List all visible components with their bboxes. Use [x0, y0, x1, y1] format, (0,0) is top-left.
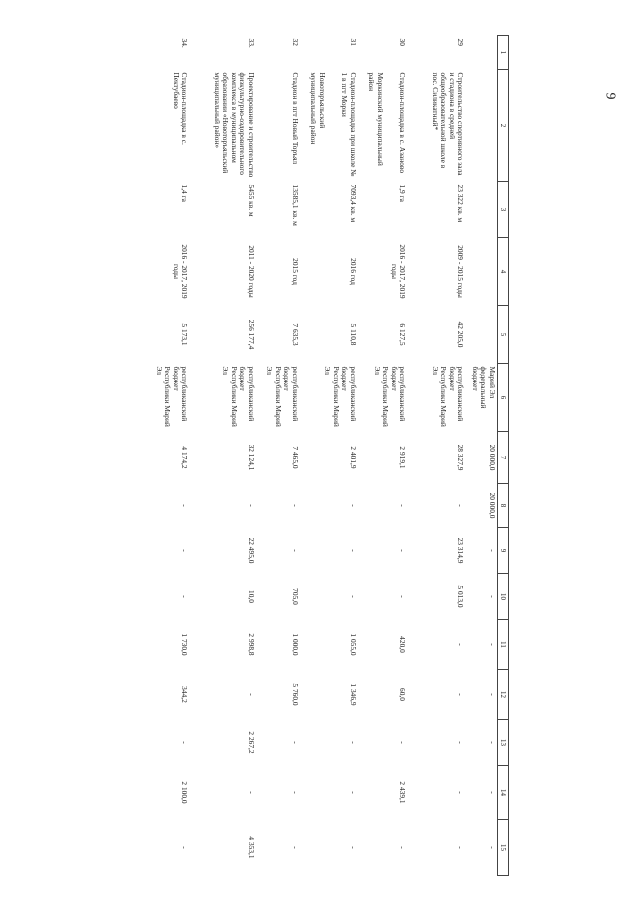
cell-c10: -	[180, 595, 190, 598]
cell-c8: -	[398, 504, 408, 507]
continuation-cell-c5	[468, 306, 497, 364]
continuation-row	[468, 36, 497, 876]
object-name: Строительство спортивного зала и стадиона в средней общеобразовательной школе в пос. Силикатный*	[430, 72, 466, 176]
cell-c13: -	[456, 741, 466, 744]
cell-c15: -	[398, 846, 408, 849]
object-name-cell	[361, 70, 411, 182]
cell-c14: -	[456, 791, 466, 794]
cell-c4: 2016 - 2017, 2019 годы	[171, 244, 190, 299]
object-name: Стадион-площадка в с. Азаново	[398, 72, 408, 174]
cell-c12: -	[456, 693, 466, 696]
cell-c15: -	[290, 846, 300, 849]
cell-c15: -	[456, 846, 466, 849]
cell-c7: 7 465,0	[290, 446, 300, 469]
cell-c1: 29	[456, 38, 466, 46]
cell-c9: 23 314,9	[456, 537, 466, 564]
table-row	[361, 36, 411, 876]
cell-c12: 5 760,0	[290, 683, 300, 706]
column-header-13: 13	[497, 720, 508, 766]
continuation-cell-c11: -	[487, 643, 497, 646]
cell-c6: республиканский бюджет Республики Марий Эл	[265, 366, 300, 427]
cell-c9: -	[180, 549, 190, 552]
rotated-table-wrapper	[114, 35, 509, 875]
column-header-8: 8	[497, 484, 508, 528]
cell-c11: 1 000,0	[290, 633, 300, 656]
cell-c5: 5 110,8	[348, 323, 358, 346]
column-header-9: 9	[497, 528, 508, 574]
cell-c11: 420,0	[398, 636, 408, 653]
cell-c1: 34.	[180, 38, 190, 48]
cell-c14: -	[246, 791, 256, 794]
cell-c4: 2016 - 2017, 2019 годы	[389, 244, 408, 299]
cell-c11: 2 998,8	[246, 633, 256, 656]
cell-c7: 32 124,1	[246, 444, 256, 471]
cell-c5: 42 205,0	[456, 321, 466, 348]
cell-c14: 2 100,0	[180, 781, 190, 804]
cell-c13: -	[180, 741, 190, 744]
continuation-cell-c2	[468, 70, 497, 182]
continuation-cell-c10: -	[487, 595, 497, 598]
cell-c9: -	[398, 549, 408, 552]
column-header-5: 5	[497, 306, 508, 364]
cell-c4: 2015 год	[290, 258, 300, 285]
cell-c7: 4 174,2	[180, 446, 190, 469]
object-name-cell	[410, 70, 468, 182]
cell-c6: республиканский бюджет Республики Марий Эл	[221, 366, 256, 427]
cell-c10: 5 013,0	[456, 585, 466, 608]
cell-c5: 7 635,3	[290, 323, 300, 346]
cell-c8: -	[456, 504, 466, 507]
cell-c3: 23 322 кв. м	[456, 184, 466, 223]
cell-c12: 344,2	[180, 686, 190, 703]
column-header-11: 11	[497, 620, 508, 670]
continuation-cell-c6: Марий Эл федеральный бюджет	[470, 366, 497, 409]
cell-c6: республиканский бюджет Республики Марий Эл	[154, 366, 190, 427]
cell-c11: 1 730,0	[180, 633, 190, 656]
table-row	[192, 36, 259, 876]
cell-c1: 32	[290, 38, 300, 46]
column-header-1: 1	[497, 36, 508, 70]
object-name-cell	[303, 70, 361, 182]
cell-c8: -	[180, 504, 190, 507]
column-number-row	[497, 36, 508, 876]
cell-c3: 1,9 га	[398, 184, 408, 202]
object-name-cell	[259, 70, 303, 182]
object-name: Стадион-площадка при школе № 1 в пгт Морки	[340, 72, 358, 177]
continuation-cell-c13: -	[487, 741, 497, 744]
cell-c7: 2 919,1	[398, 446, 408, 469]
page-number: 9	[602, 92, 618, 100]
cell-c10: -	[398, 595, 408, 598]
column-header-10: 10	[497, 574, 508, 620]
cell-c12: -	[246, 693, 256, 696]
cell-c14: 2 439,1	[398, 781, 408, 804]
cell-c3: 7093,4 кв. м	[348, 184, 358, 223]
cell-c8: -	[348, 504, 358, 507]
cell-c3: 5455 кв. м	[246, 184, 256, 217]
column-header-12: 12	[497, 670, 508, 720]
object-name-cell	[148, 70, 192, 182]
cell-c8: -	[246, 504, 256, 507]
continuation-cell-c7: 20 000,0	[487, 444, 497, 471]
column-header-7: 7	[497, 432, 508, 484]
cell-c4: 2016 год	[348, 258, 358, 285]
cell-c5: 5 173,1	[180, 323, 190, 346]
continuation-cell-c1	[468, 36, 497, 70]
cell-c11: 1 055,0	[348, 633, 358, 656]
cell-c3: 1,4 га	[180, 184, 190, 202]
cell-c10: -	[348, 595, 358, 598]
cell-c14: -	[348, 791, 358, 794]
table-body	[148, 36, 497, 876]
cell-c15: -	[348, 846, 358, 849]
continuation-cell-c15: -	[487, 846, 497, 849]
cell-c1: 30	[398, 38, 408, 46]
cell-c4: 2011 - 2020 годы	[246, 245, 256, 298]
cell-c6: республиканский бюджет Республики Марий Эл	[430, 366, 466, 427]
continuation-cell-c9: -	[487, 549, 497, 552]
cell-c10: 705,0	[290, 588, 300, 605]
continuation-cell-c8: 20 000,0	[487, 492, 497, 519]
continuation-cell-c14: -	[487, 791, 497, 794]
continuation-cell-c4	[468, 238, 497, 306]
program-table	[148, 35, 509, 876]
column-header-3: 3	[497, 182, 508, 238]
column-header-4: 4	[497, 238, 508, 306]
cell-c13: -	[398, 741, 408, 744]
cell-c13: 2 267,2	[246, 731, 256, 754]
continuation-cell-c12: -	[487, 693, 497, 696]
object-name-cell	[192, 70, 259, 182]
cell-c1: 31	[348, 38, 358, 46]
cell-c12: 60,0	[398, 688, 408, 701]
cell-c13: -	[290, 741, 300, 744]
cell-c1: 33.	[246, 38, 256, 48]
column-header-15: 15	[497, 820, 508, 876]
cell-c9: 22 495,0	[246, 537, 256, 564]
table-row	[410, 36, 468, 876]
cell-c14: -	[290, 791, 300, 794]
object-name: Стадион-площадка в с. Пектубаево	[171, 72, 190, 145]
table-row	[303, 36, 361, 876]
cell-c3: 13585,1 кв. м	[290, 184, 300, 226]
column-header-2: 2	[497, 70, 508, 182]
district-heading: Моркинский муниципальный район	[367, 72, 385, 166]
cell-c9: -	[290, 549, 300, 552]
district-heading: Новоторъяльский муниципальный район	[309, 72, 327, 145]
cell-c15: 4 353,1	[246, 836, 256, 859]
cell-c6: республиканский бюджет Республики Марий Эл	[323, 366, 358, 427]
cell-c5: 6 127,5	[398, 323, 408, 346]
cell-c8: -	[290, 504, 300, 507]
cell-c11: -	[456, 643, 466, 646]
cell-c9: -	[348, 549, 358, 552]
object-name: Проектирование и строительство физкультурно-оздоровительного комплекса в муниципальном образовании «Новоторъяльский муниципальный район»	[212, 72, 256, 178]
cell-c5: 256 177,4	[246, 319, 256, 350]
object-name: Стадион в пгт Новый Торъял	[290, 72, 300, 165]
cell-c6: республиканский бюджет Республики Марий Эл	[372, 366, 408, 427]
cell-c12: 1 346,9	[348, 683, 358, 706]
continuation-cell-c3	[468, 182, 497, 238]
column-header-14: 14	[497, 766, 508, 820]
cell-c4: 2009 - 2015 годы	[456, 245, 466, 298]
cell-c7: 28 327,9	[456, 444, 466, 471]
table-row	[259, 36, 303, 876]
cell-c13: -	[348, 741, 358, 744]
column-header-6: 6	[497, 364, 508, 432]
cell-c10: 10,0	[246, 590, 256, 603]
cell-c7: 2 401,9	[348, 446, 358, 469]
table-row	[148, 36, 192, 876]
cell-c15: -	[180, 846, 190, 849]
